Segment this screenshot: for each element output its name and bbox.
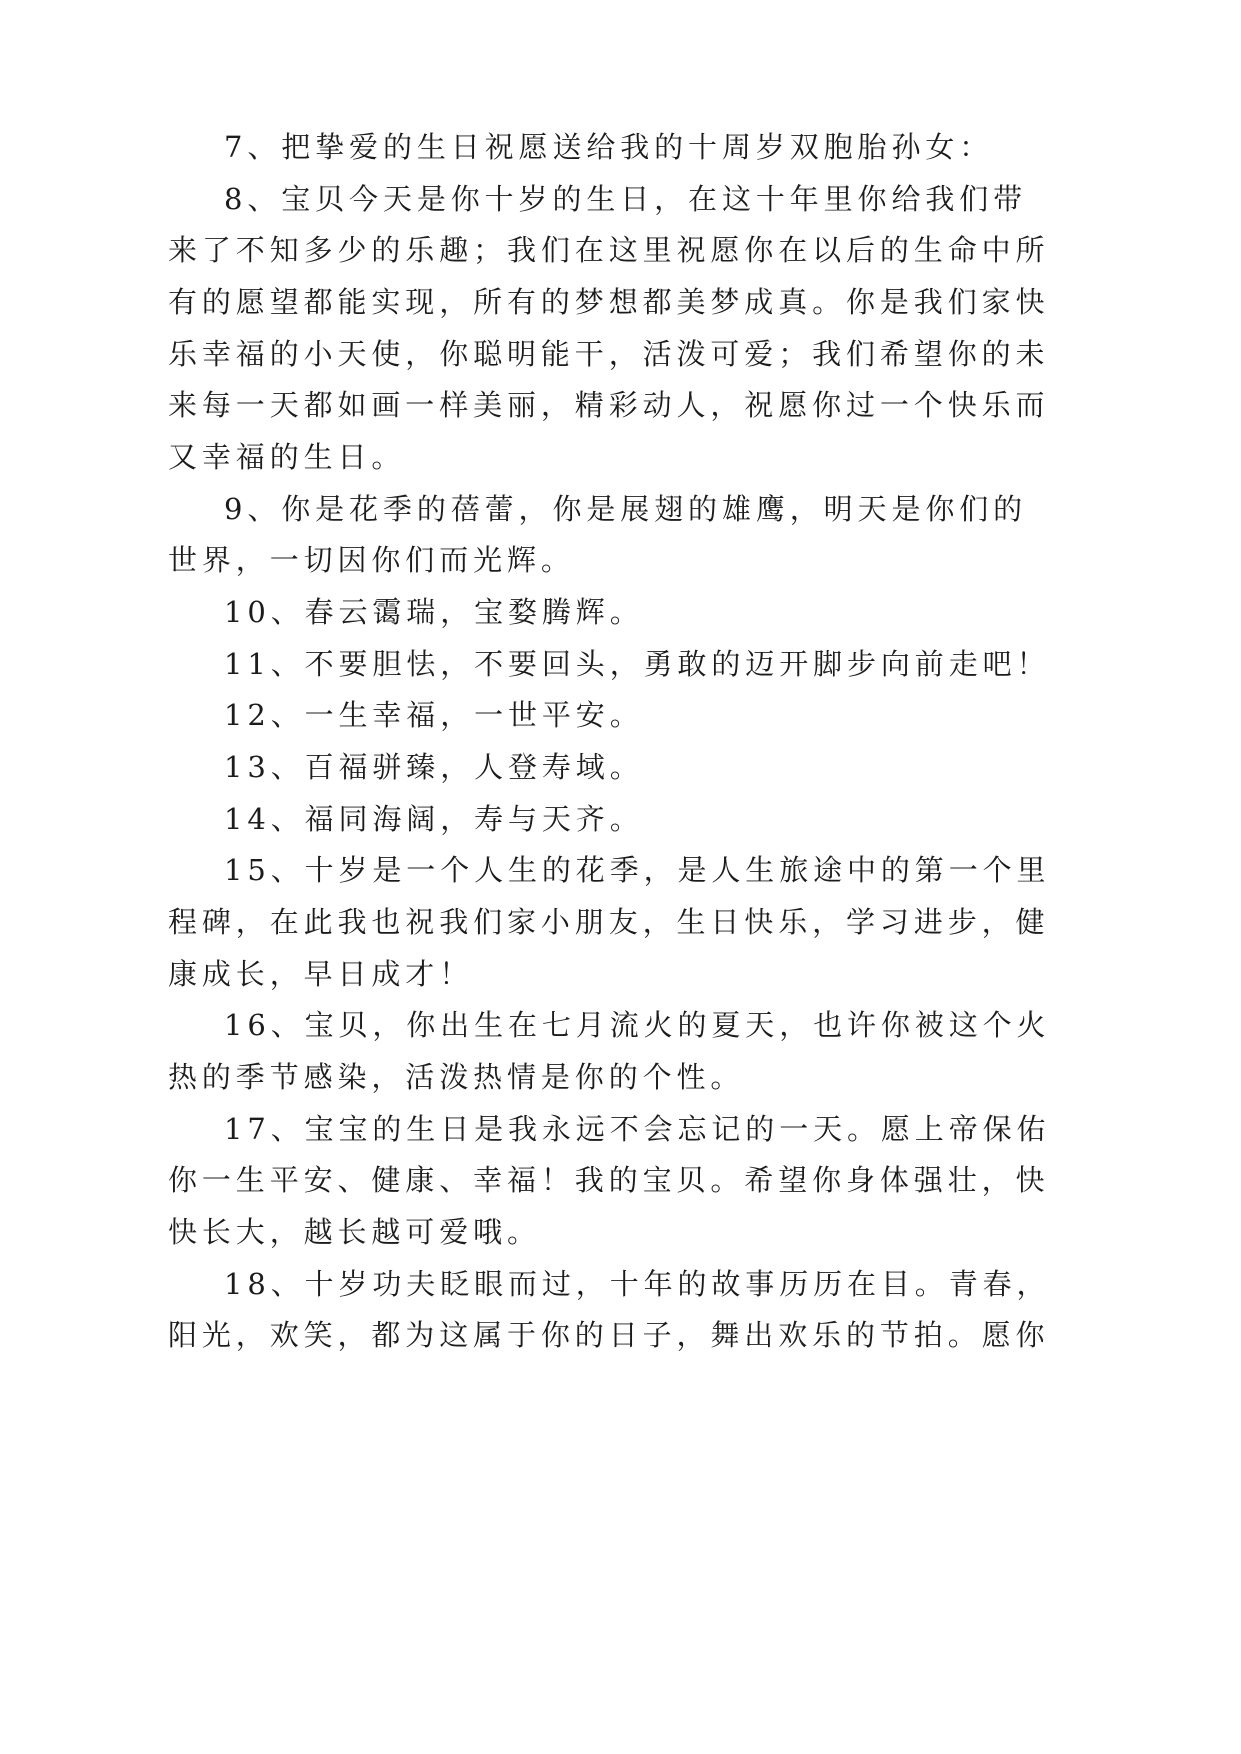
paragraph-first-line: 14、福同海阔，寿与天齐。 (224, 802, 644, 836)
paragraph-first-line: 7、把挚爱的生日祝愿送给我的十周岁双胞胎孙女： (224, 130, 994, 164)
paragraph-first-line: 8、宝贝今天是你十岁的生日，在这十年里你给我们带 (224, 182, 1028, 216)
paragraph-line: 你一生平安、健康、幸福！我的宝贝。希望你身体强壮，快 (168, 1163, 1050, 1197)
paragraph-first-line: 11、不要胆怯，不要回头，勇敢的迈开脚步向前走吧！ (224, 647, 1051, 681)
paragraph-line: 又幸福的生日。 (168, 440, 406, 474)
paragraph-line: 热的季节感染，活泼热情是你的个性。 (168, 1060, 745, 1094)
paragraph-first-line: 13、百福骈臻，人登寿域。 (224, 750, 644, 784)
paragraph-first-line: 15、十岁是一个人生的花季，是人生旅途中的第一个里 (224, 853, 1051, 887)
paragraph-line: 来每一天都如画一样美丽，精彩动人，祝愿你过一个快乐而 (168, 388, 1050, 422)
paragraph-line: 有的愿望都能实现，所有的梦想都美梦成真。你是我们家快 (168, 285, 1050, 319)
paragraph-line: 世界，一切因你们而光辉。 (168, 543, 575, 577)
paragraph-first-line: 17、宝宝的生日是我永远不会忘记的一天。愿上帝保佑 (224, 1112, 1051, 1146)
paragraph-first-line: 10、春云霭瑞，宝婺腾辉。 (224, 595, 644, 629)
paragraph-line: 康成长，早日成才！ (168, 957, 474, 991)
paragraph-first-line: 16、宝贝，你出生在七月流火的夏天，也许你被这个火 (224, 1008, 1051, 1042)
paragraph-first-line: 12、一生幸福，一世平安。 (224, 698, 644, 732)
paragraph-first-line: 18、十岁功夫眨眼而过，十年的故事历历在目。青春， (224, 1267, 1051, 1301)
paragraph-first-line: 9、你是花季的蓓蕾，你是展翅的雄鹰，明天是你们的 (224, 492, 1028, 526)
paragraph-line: 快长大，越长越可爱哦。 (168, 1215, 541, 1249)
paragraph-line: 程碑，在此我也祝我们家小朋友，生日快乐，学习进步，健 (168, 905, 1050, 939)
paragraph-line: 来了不知多少的乐趣；我们在这里祝愿你在以后的生命中所 (168, 233, 1050, 267)
paragraph-line: 乐幸福的小天使，你聪明能干，活泼可爱；我们希望你的未 (168, 337, 1050, 371)
paragraph-line: 阳光，欢笑，都为这属于你的日子，舞出欢乐的节拍。愿你 (168, 1318, 1050, 1352)
